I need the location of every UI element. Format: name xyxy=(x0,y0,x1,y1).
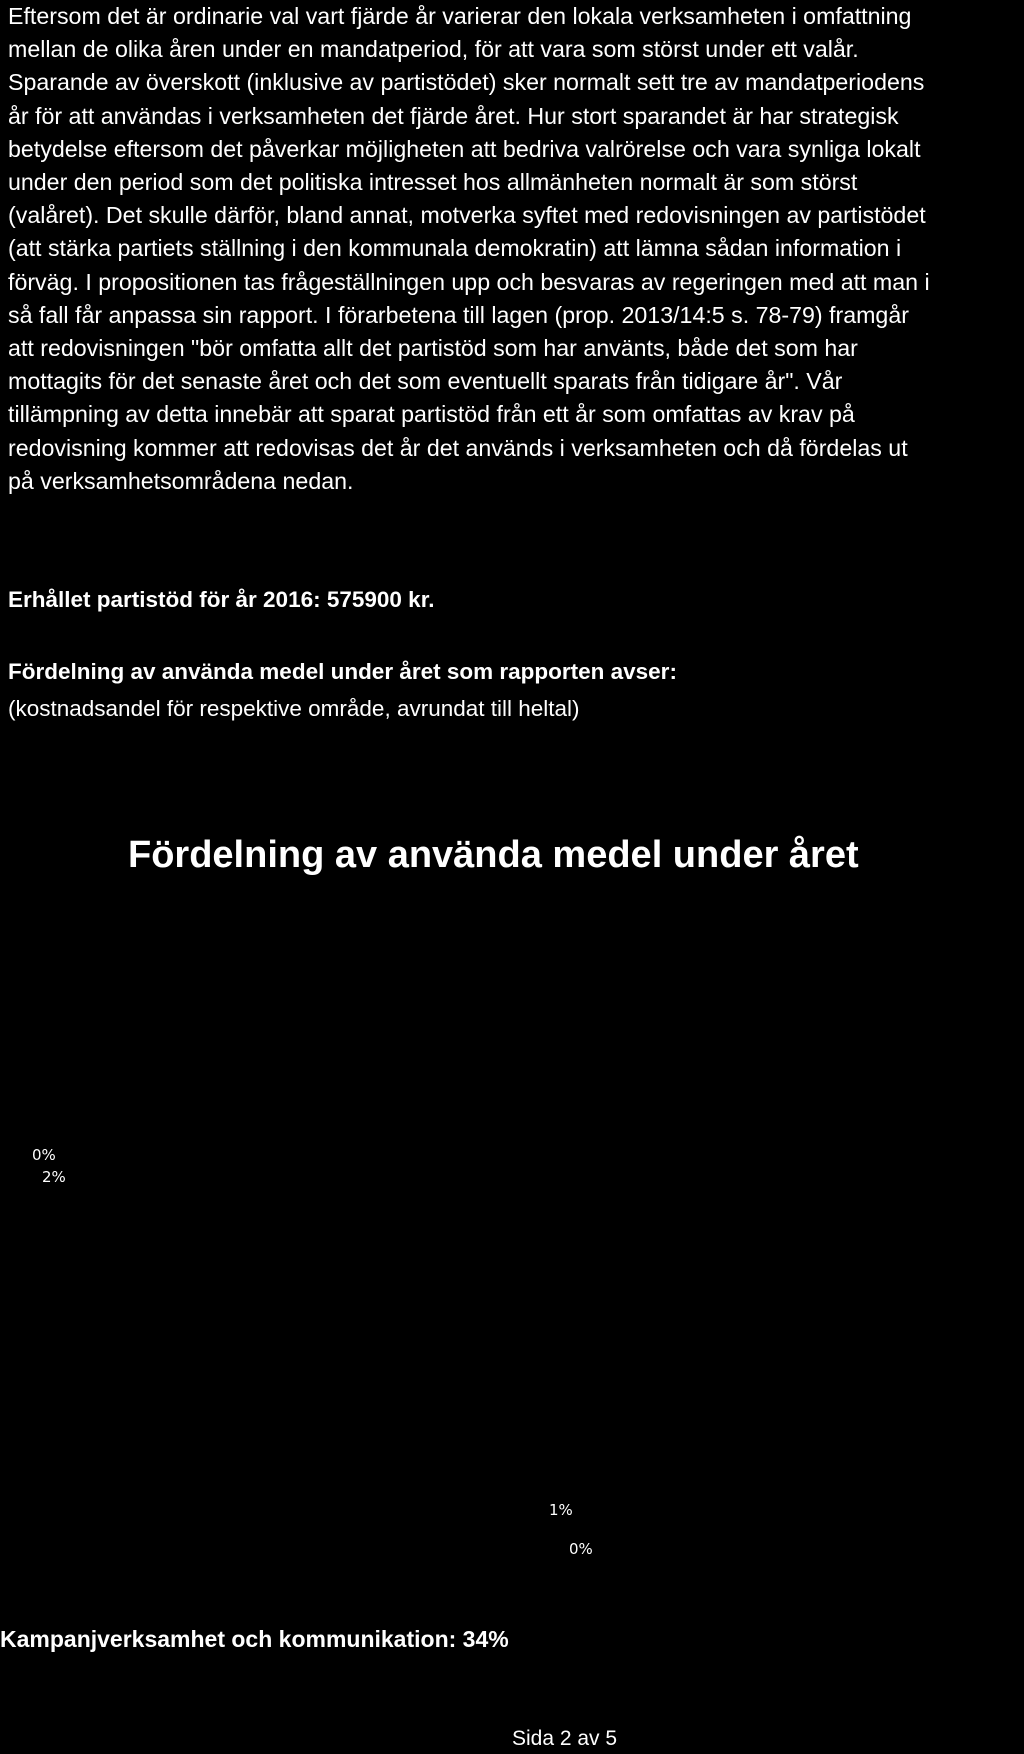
paragraph-line: redovisning kommer att redovisas det år det används i verksamheten och då fördelas ut xyxy=(8,434,908,461)
body-paragraph xyxy=(8,0,1018,498)
distribution-heading: Fördelning av använda medel under året som rapporten avser: xyxy=(8,659,677,684)
paragraph-line: på verksamhetsområdena nedan. xyxy=(8,467,354,494)
paragraph-line: att redovisningen "bör omfatta allt det partistöd som har använts, både det som har xyxy=(8,335,858,362)
legend-item-campaign: Kampanjverksamhet och kommunikation: 34% xyxy=(0,1626,509,1652)
paragraph-line: tillämpning av detta innebär att sparat partistöd från ett år som omfattas av krav på xyxy=(8,401,855,428)
paragraph-line: så fall får anpassa sin rapport. I förarbetena till lagen (prop. 2013/14:5 s. 78-79) framgår xyxy=(8,301,909,328)
data-label-slice-1: 0% xyxy=(32,1146,56,1164)
chart-title: Fördelning av använda medel under året xyxy=(128,834,859,876)
distribution-subheading: (kostnadsandel för respektive område, avrundat till heltal) xyxy=(8,696,580,721)
paragraph-line: betydelse eftersom det påverkar möjligheten att bedriva valrörelse och vara synliga lokalt xyxy=(8,135,921,162)
data-label-slice-2: 2% xyxy=(42,1168,66,1186)
data-label-slice-4: 0% xyxy=(569,1540,593,1558)
paragraph-line: Sparande av överskott (inklusive av partistödet) sker normalt sett tre av mandatperiodens xyxy=(8,69,925,96)
received-support-amount: Erhållet partistöd för år 2016: 575900 kr. xyxy=(8,587,435,612)
paragraph-line: förväg. I propositionen tas frågeställningen upp och besvaras av regeringen med att man i xyxy=(8,268,930,295)
paragraph-line: (valåret). Det skulle därför, bland annat, motverka syftet med redovisningen av partistödet xyxy=(8,202,926,229)
paragraph-line: mellan de olika åren under en mandatperiod, för att vara som störst under ett valår. xyxy=(8,36,859,63)
paragraph-line: mottagits för det senaste året och det som eventuellt sparats från tidigare år". Vår xyxy=(8,368,843,395)
paragraph-line: under den period som det politiska intresset hos allmänheten normalt är som störst xyxy=(8,169,858,196)
paragraph-line: (att stärka partiets ställning i den kommunala demokratin) att lämna sådan information i xyxy=(8,235,902,262)
paragraph-line: år för att användas i verksamheten det fjärde året. Hur stort sparandet är har strategisk xyxy=(8,102,899,129)
page-number: Sida 2 av 5 xyxy=(512,1727,618,1750)
data-label-slice-3: 1% xyxy=(549,1501,573,1519)
paragraph-line: Eftersom det är ordinarie val vart fjärde år varierar den lokala verksamheten i omfattning xyxy=(8,3,912,29)
